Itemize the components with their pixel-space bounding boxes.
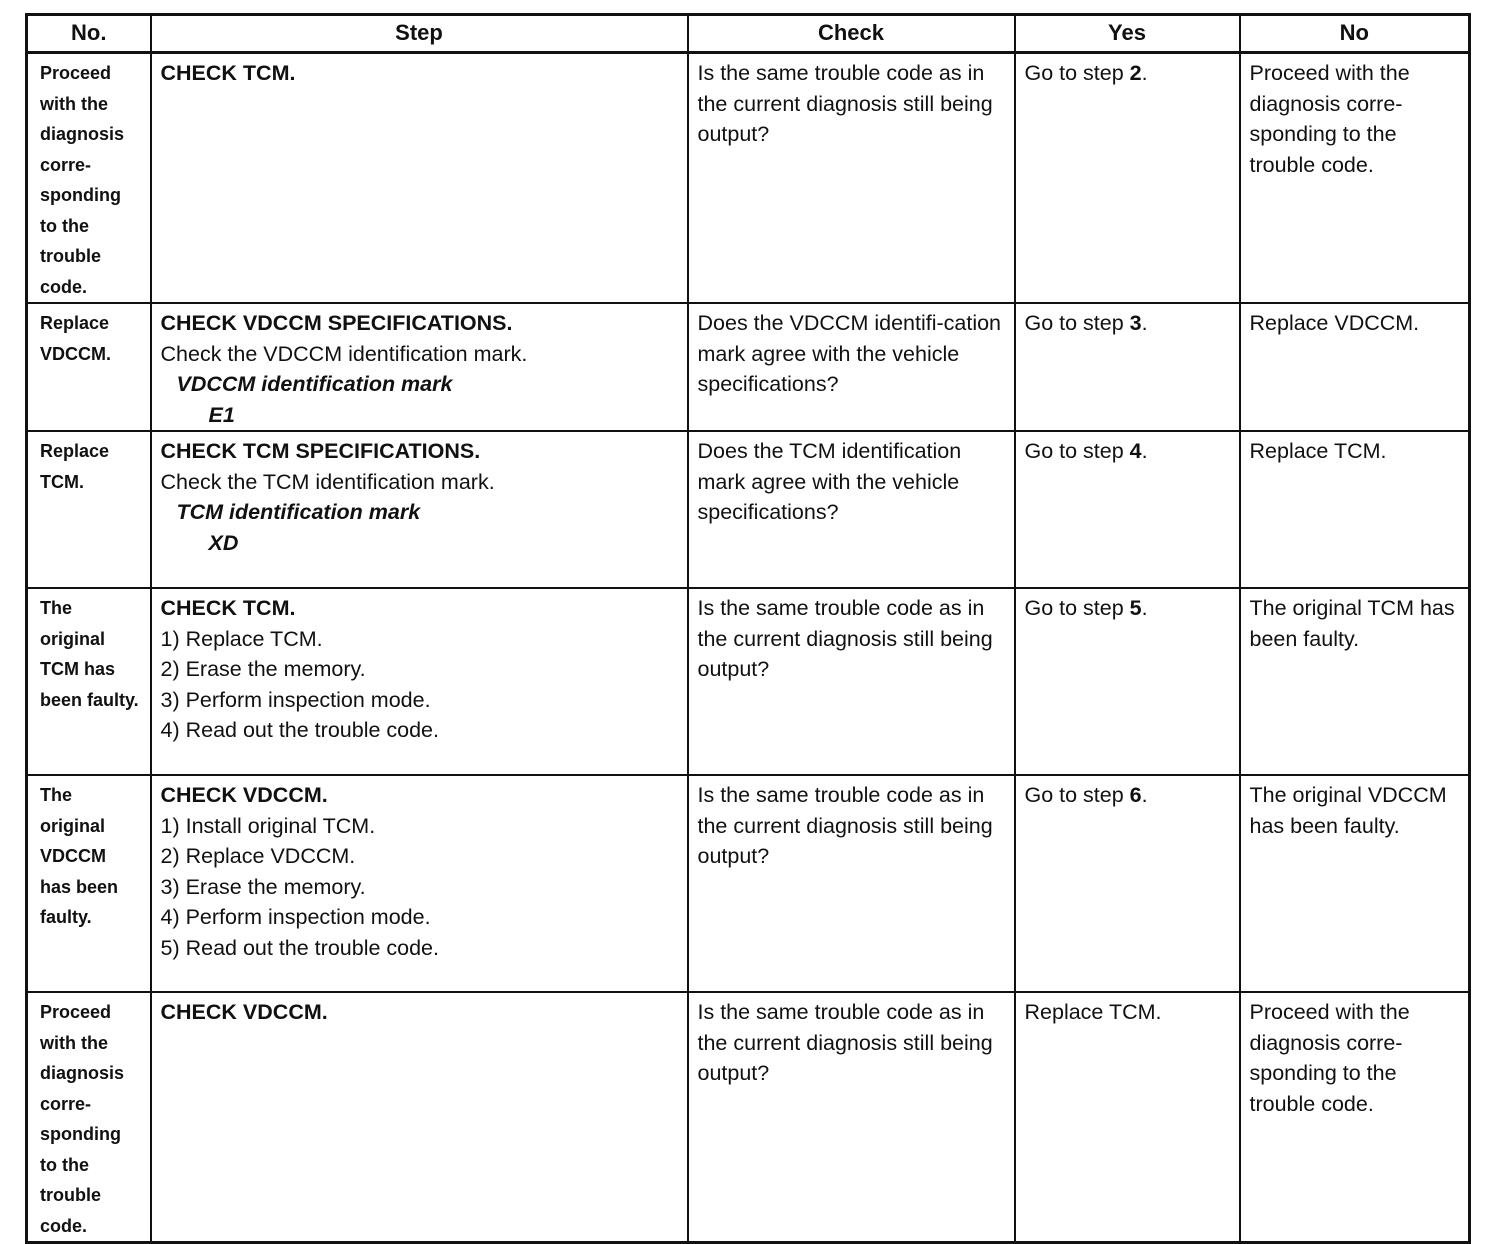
yes-cell bbox=[1015, 53, 1240, 304]
step-substep: 2) Erase the memory. bbox=[160, 657, 366, 681]
no-cell: The original TCM has been faulty. bbox=[1240, 588, 1470, 775]
spec-label: VDCCM identification mark bbox=[176, 372, 453, 396]
no-cell: Replace VDCCM. bbox=[1240, 303, 1470, 431]
spec-value: XD bbox=[208, 530, 239, 555]
step-instruction: Check the VDCCM identification mark. bbox=[160, 341, 528, 366]
spec-value: E1 bbox=[208, 402, 235, 427]
table-row bbox=[27, 775, 1470, 992]
yes-step-number: 5 bbox=[1129, 596, 1142, 620]
step-cell bbox=[151, 53, 688, 304]
step-substep: 3) Erase the memory. bbox=[160, 874, 366, 899]
yes-cell bbox=[1015, 775, 1240, 992]
check-cell: Does the TCM identification mark agree with the vehicle specifications? bbox=[688, 431, 1015, 588]
header-no: No. bbox=[27, 15, 151, 53]
check-cell: Is the same trouble code as in the current diagnosis still being output? bbox=[688, 588, 1015, 775]
yes-prefix: Go to step bbox=[1024, 311, 1130, 335]
row-number: Proceed with the diagnosis corre-sponding to the trouble code. bbox=[27, 992, 151, 1243]
step-title: CHECK TCM SPECIFICATIONS. bbox=[160, 439, 481, 463]
row-number: Replace TCM. bbox=[27, 431, 151, 588]
row-number: The original TCM has been faulty. bbox=[27, 588, 151, 775]
spec-label: TCM identification mark bbox=[176, 500, 421, 524]
yes-prefix: Go to step bbox=[1024, 596, 1130, 620]
step-substep: 2) Replace VDCCM. bbox=[160, 844, 356, 868]
yes-cell bbox=[1015, 431, 1240, 588]
no-cell: Proceed with the diagnosis corre-sponding to the trouble code. bbox=[1240, 53, 1470, 304]
no-cell: Proceed with the diagnosis corre-sponding to the trouble code. bbox=[1240, 992, 1470, 1243]
step-substep: 1) Replace TCM. bbox=[160, 626, 323, 651]
step-substep: 5) Read out the trouble code. bbox=[160, 935, 439, 960]
header-yes: Yes bbox=[1015, 15, 1240, 53]
header-check: Check bbox=[688, 15, 1015, 53]
yes-suffix: . bbox=[1141, 311, 1148, 335]
yes-suffix: . bbox=[1141, 596, 1148, 620]
table-row bbox=[27, 431, 1470, 588]
step-title: CHECK TCM. bbox=[160, 61, 296, 85]
step-cell bbox=[151, 303, 688, 431]
table-row bbox=[27, 53, 1470, 304]
diagnosis-table bbox=[25, 13, 1471, 1244]
step-title: CHECK VDCCM. bbox=[160, 1000, 328, 1024]
step-cell bbox=[151, 588, 688, 775]
yes-step-number: 6 bbox=[1129, 783, 1142, 807]
table-row bbox=[27, 992, 1470, 1243]
yes-prefix: Go to step bbox=[1024, 61, 1130, 85]
yes-cell: Replace TCM. bbox=[1015, 992, 1240, 1243]
row-number: Proceed with the diagnosis corre-sponding to the trouble code. bbox=[27, 53, 151, 304]
header-no-result: No bbox=[1240, 15, 1470, 53]
yes-suffix: . bbox=[1141, 783, 1148, 807]
step-substep: 4) Read out the trouble code. bbox=[160, 718, 439, 742]
yes-cell bbox=[1015, 588, 1240, 775]
step-cell bbox=[151, 431, 688, 588]
table-row bbox=[27, 303, 1470, 431]
yes-prefix: Go to step bbox=[1024, 783, 1130, 807]
row-number: The original VDCCM has been faulty. bbox=[27, 775, 151, 992]
no-cell: Replace TCM. bbox=[1240, 431, 1470, 588]
yes-prefix: Go to step bbox=[1024, 439, 1130, 463]
no-cell: The original VDCCM has been faulty. bbox=[1240, 775, 1470, 992]
step-title: CHECK VDCCM SPECIFICATIONS. bbox=[160, 311, 513, 335]
header-step: Step bbox=[151, 15, 688, 53]
check-cell: Is the same trouble code as in the current diagnosis still being output? bbox=[688, 53, 1015, 304]
step-substep: 4) Perform inspection mode. bbox=[160, 905, 431, 929]
yes-step-number: 2 bbox=[1129, 61, 1142, 85]
check-cell: Does the VDCCM identifi-cation mark agree with the vehicle specifications? bbox=[688, 303, 1015, 431]
yes-step-number: 3 bbox=[1129, 311, 1142, 335]
yes-suffix: . bbox=[1141, 61, 1148, 85]
table-row bbox=[27, 588, 1470, 775]
yes-suffix: . bbox=[1141, 439, 1148, 463]
step-substep: 3) Perform inspection mode. bbox=[160, 687, 431, 712]
step-cell bbox=[151, 992, 688, 1243]
step-title: CHECK VDCCM. bbox=[160, 783, 328, 807]
yes-cell bbox=[1015, 303, 1240, 431]
row-number: Replace VDCCM. bbox=[27, 303, 151, 431]
step-cell bbox=[151, 775, 688, 992]
step-substep: 1) Install original TCM. bbox=[160, 813, 376, 838]
step-instruction: Check the TCM identification mark. bbox=[160, 469, 495, 494]
check-cell: Is the same trouble code as in the current diagnosis still being output? bbox=[688, 775, 1015, 992]
check-cell: Is the same trouble code as in the current diagnosis still being output? bbox=[688, 992, 1015, 1243]
step-title: CHECK TCM. bbox=[160, 596, 296, 620]
yes-step-number: 4 bbox=[1129, 439, 1142, 463]
header-row bbox=[27, 15, 1470, 53]
